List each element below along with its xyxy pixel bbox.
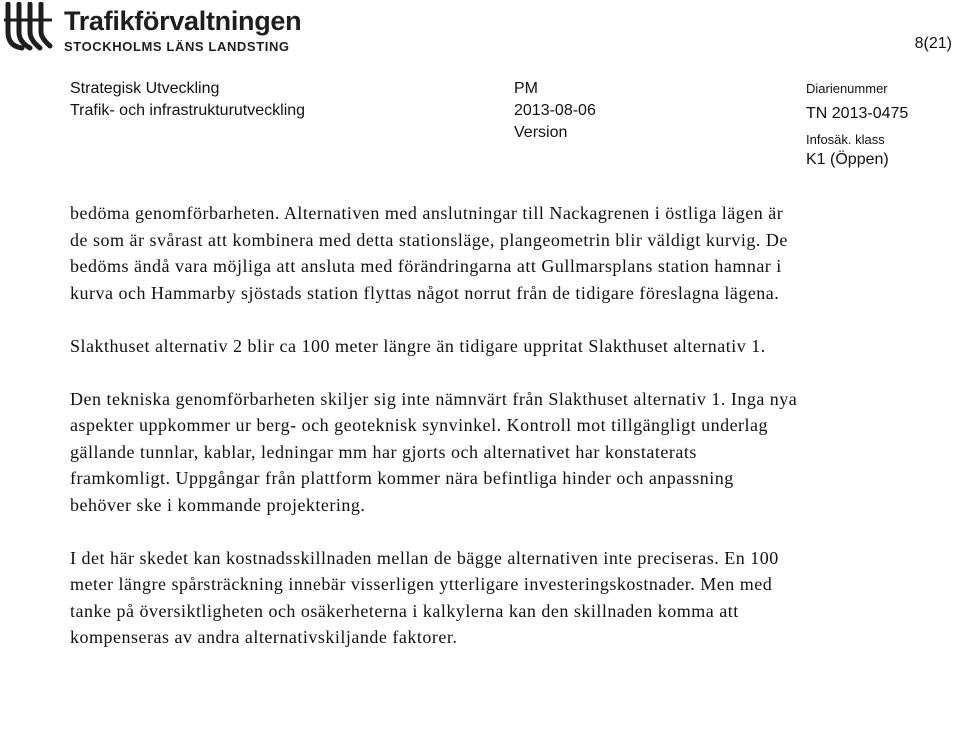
diarienummer-value: TN 2013-0475 [806,105,909,122]
version-label: Version [514,124,568,141]
header-document-block [514,78,596,144]
sll-emblem-icon [2,2,60,52]
body-paragraph: Den tekniska genomförbarheten skiljer sig inte nämnvärt från Slakthuset alternativ 1. Inga nya aspekter uppkommer ur berg- och geoteknisk synvinkel. Kontroll mot tillgängligt underlag gällande tunnlar, kablar, ledningar mm har gjorts och alternativet har konstaterats framkomligt. Uppgångar från plattform kommer nära befintliga hinder och anpassning behöver ske i kommande projektering. [70,388,798,515]
header-registry-block [806,78,908,171]
body-paragraph: I det här skedet kan kostnadsskillnaden mellan de bägge alternativen inte preciseras. En 100 meter längre spårsträckning innebär visserligen ytterligare investeringskostnader. Men med tanke på översiktligheten och osäkerheterna i kalkylerna kan den skillnaden komma att kompenseras av andra alternativskiljande faktorer. [70,547,779,647]
page-number: 8(21) [914,35,952,52]
document-date: 2013-08-06 [514,102,596,119]
logo-brand-name: Trafikförvaltningen [64,6,302,36]
organization-logo [2,2,332,52]
diarienummer-label: Diarienummer [806,81,888,96]
header-department-block [70,78,305,122]
body-paragraph: Slakthuset alternativ 2 blir ca 100 meter längre än tidigare uppritat Slakthuset alternativ 1. [70,335,766,356]
infosak-value: K1 (Öppen) [806,151,889,168]
infosak-label: Infosäk. klass [806,132,885,147]
document-type: PM [514,80,538,97]
unit-name: Trafik- och infrastrukturutveckling [70,102,306,119]
body-paragraph: bedöma genomförbarheten. Alternativen med anslutningar till Nackagrenen i östliga lägen är de som är svårast att kombinera med detta stationsläge, plangeometrin blir väldigt kurvig. De bedöms ändå vara möjliga att ansluta med förändringarna att Gullmarsplans station hamnar i kurva och Hammarby sjöstads station flyttas något norrut från de tidigare föreslagna lägena. [70,203,788,303]
logo-subtitle: STOCKHOLMS LÄNS LANDSTING [64,39,290,54]
document-body [70,200,800,677]
department-name: Strategisk Utveckling [70,80,220,97]
